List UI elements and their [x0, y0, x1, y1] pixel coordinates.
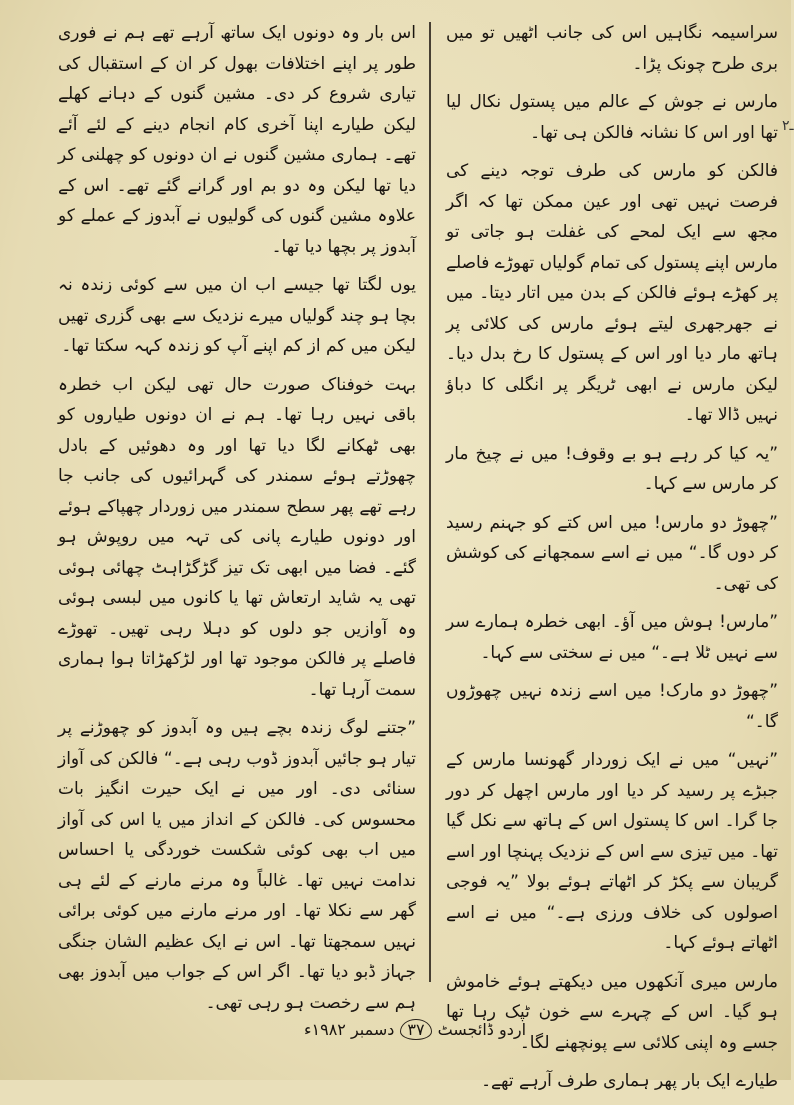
paragraph: طیارے ایک بار پھر ہماری طرف آرہے تھے۔	[481, 1071, 778, 1091]
paragraph: اس بار وہ دونوں ایک ساتھ آرہے تھے ہم نے فوری طور پر اپنے اختلافات بھول کر ان کے استقبال کی تیاری شروع کر دی۔ مشین گنوں کے دہانے کھلے لیکن طیارے اپنا آخری کام انجام دینے کے لئے آئے تھے۔ ہماری مشین گنوں نے ان دونوں کو چھلنی کر دیا تھا لیکن وہ دو بم اور گرانے گئے تھے۔ اس کے علاوہ مشین گنوں کی گولیوں نے آبدوز کے عملے کو آبدوز پر بچھا دیا تھا۔	[58, 23, 416, 257]
paragraph: ”نہیں“ میں نے ایک زوردار گھونسا مارس کے جبڑے پر رسید کر دیا اور مارس اچھل کر دور جا گرا۔ اس کا پستول اس کے ہاتھ سے نکل گیا تھا۔ میں تیزی سے اس کے نزدیک پہنچا اور اسے گریبان سے پکڑ کر اٹھاتے ہوئے بولا ”یہ فوجی اصولوں کی خلاف ورزی ہے۔“ میں نے اسے اٹھاتے ہوئے کہا۔	[446, 750, 778, 953]
column-divider	[429, 22, 431, 982]
paragraph: ”چھوڑ دو مارک! میں اسے زندہ نہیں چھوڑوں گا۔“	[446, 681, 778, 732]
paragraph: مارس نے جوش کے عالم میں پستول نکال لیا تھا اور اس کا نشانہ فالکن ہی تھا۔	[446, 92, 778, 143]
margin-mark: ۲ـ	[782, 118, 794, 134]
page-footer	[300, 1012, 530, 1046]
left-column	[58, 18, 420, 1026]
paragraph: ”مارس! ہوش میں آؤ۔ ابھی خطرہ ہمارے سر سے نہیں ٹلا ہے۔“ میں نے سختی سے کہا۔	[446, 612, 778, 663]
page-number: ۳۷	[400, 1019, 431, 1040]
paragraph: مارس میری آنکھوں میں دیکھتے ہوئے خاموش ہو گیا۔ اس کے چہرے سے خون ٹپک رہا تھا جسے وہ اپنی کلائی سے پونچھنے لگا۔	[446, 971, 778, 1053]
paragraph: ”چھوڑ دو مارس! میں اس کتے کو جہنم رسید کر دوں گا۔“ میں نے اسے سمجھانے کی کوشش کی تھی۔	[446, 512, 778, 594]
paragraph: یوں لگتا تھا جیسے اب ان میں سے کوئی زندہ نہ بچا ہو چند گولیاں میرے نزدیک سے بھی گزری تھیں لیکن میں کم از کم اپنے آپ کو زندہ کہہ سکتا تھا۔	[58, 275, 416, 356]
footer-magazine-name: اردو ڈائجسٹ	[437, 1019, 527, 1039]
right-column	[437, 18, 778, 1105]
paragraph: بہت خوفناک صورت حال تھی لیکن اب خطرہ باقی نہیں رہا تھا۔ ہم نے ان دونوں طیاروں کو بھی ٹھکانے لگا دیا تھا اور وہ دھوئیں کے بادل چھوڑتے ہوئے سمندر کی گہرائیوں کی جانب جا رہے تھے پھر سطح سمندر میں زوردار چھپاکے ہوئے اور دونوں طیارے پانی کی تہہ میں روپوش ہو گئے۔ فضا میں ابھی تک تیز گڑگڑاہٹ چھائی ہوئی تھی یہ شاید ارتعاش تھا یا کانوں میں لبسی ہوئی وہ آوازیں جو دلوں کو دہلا رہی تھیں۔ تھوڑے فاصلے پر فالکن موجود تھا اور لڑکھڑاتا ہوا ہماری سمت آرہا تھا۔	[58, 374, 416, 700]
paragraph: ”جتنے لوگ زندہ بچے ہیں وہ آبدوز کو چھوڑنے پر تیار ہو جائیں آبدوز ڈوب رہی ہے۔“ فالکن کی آواز سنائی دی۔ اور میں نے ایک حیرت انگیز بات محسوس کی۔ فالکن کے انداز میں یا اس کی آواز میں اب بھی کوئی شکست خوردگی یا احساس ندامت نہیں تھا۔ غالباً وہ مرنے مارنے کے لئے ہی گھر سے نکلا تھا۔ اور مرنے مارنے میں کوئی برائی نہیں سمجھتا تھا۔ اس نے ایک عظیم الشان جنگی جہاز ڈبو دیا تھا۔ اگر اس کے جواب میں آبدوز بھی ہم سے رخصت ہو رہی تھی۔	[58, 718, 416, 1013]
footer-date: دسمبر ۱۹۸۲ء	[303, 1019, 395, 1039]
paragraph: فالکن کو مارس کی طرف توجہ دینے کی فرصت نہیں تھی اور عین ممکن تھا کہ اگر مجھ سے ایک لمحے کی غفلت ہو جاتی تو مارس اپنے پستول کی تمام گولیاں تھوڑے فاصلے پر کھڑے ہوئے فالکن کے بدن میں اتار دیتا۔ میں نے جھرجھری لیتے ہوئے مارس کی کلائی پر ہاتھ مار دیا اور اس کے پستول کا رخ بدل دیا۔ لیکن مارس نے ابھی ٹریگر پر انگلی کا دباؤ نہیں ڈالا تھا۔	[445, 161, 778, 425]
paragraph: ”یہ کیا کر رہے ہو بے وقوف! میں نے چیخ مار کر مارس سے کہا۔	[446, 443, 778, 494]
paragraph: سراسیمہ نگاہیں اس کی جانب اٹھیں تو میں بری طرح چونک پڑا۔	[446, 23, 778, 74]
